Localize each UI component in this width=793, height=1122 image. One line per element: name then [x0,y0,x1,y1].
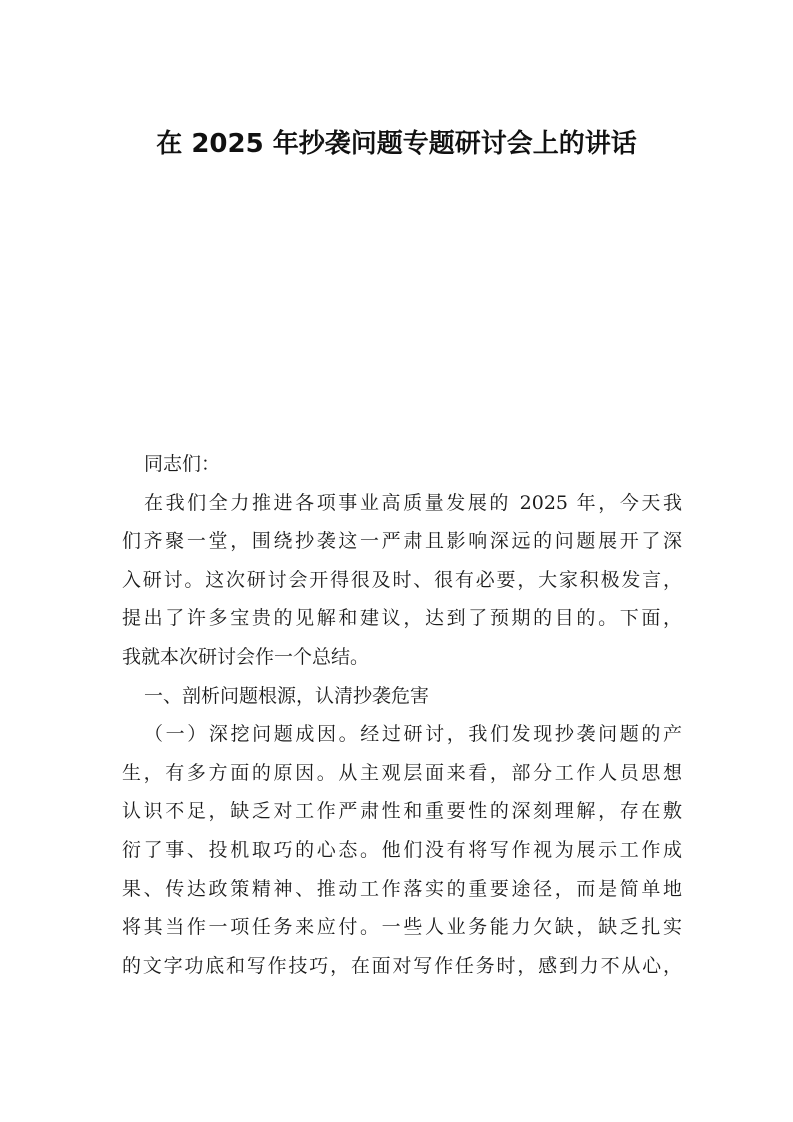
body-line: 入研讨。这次研讨会开得很及时、很有必要，大家积极发言， [122,568,682,591]
salutation-line: 同志们： [144,453,221,475]
body-line: 我就本次研讨会作一个总结。 [122,645,370,668]
document-title: 在 2025 年抄袭问题专题研讨会上的讲话 [156,129,637,159]
section-heading: 一、剖析问题根源，认清抄袭危害 [144,684,430,707]
body-line: 衍了事、投机取巧的心态。他们没有将写作视为展示工作成 [122,838,682,861]
body-line: 提出了许多宝贵的见解和建议，达到了预期的目的。下面， [122,607,682,630]
body-line: 在我们全力推进各项事业高质量发展的 2025 年，今天我 [144,491,682,514]
body-line: 们齐聚一堂，围绕抄袭这一严肃且影响深远的问题展开了深 [122,530,682,553]
body-line: 认识不足，缺乏对工作严肃性和重要性的深刻理解，存在敷 [122,800,682,823]
body-line: 生，有多方面的原因。从主观层面来看，部分工作人员思想 [122,761,682,784]
body-line: 的文字功底和写作技巧，在面对写作任务时，感到力不从心， [122,954,682,977]
body-line: 将其当作一项任务来应付。一些人业务能力欠缺，缺乏扎实 [122,916,682,939]
body-line: 果、传达政策精神、推动工作落实的重要途径，而是简单地 [122,877,682,900]
document-body [122,445,682,985]
body-line: （一）深挖问题成因。经过研讨，我们发现抄袭问题的产 [144,723,682,746]
